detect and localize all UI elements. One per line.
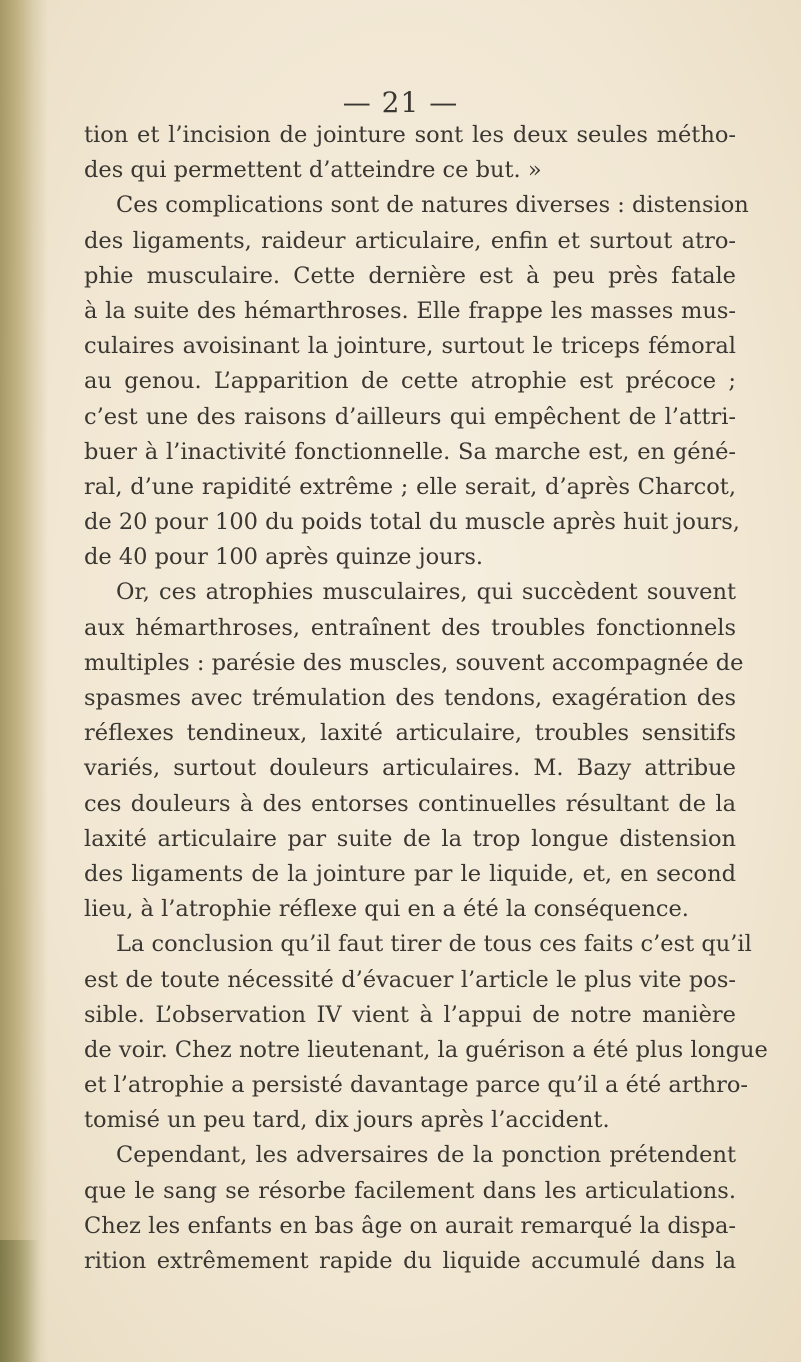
text-line: buer à l’inactivité fonctionnelle. Sa marche est, en géné- (84, 438, 736, 465)
text-line: sible. L’observation IV vient à l’appui de notre manière (84, 1001, 736, 1028)
text-line: de 20 pour 100 du poids total du muscle après huit jours, (84, 509, 740, 536)
text-line: variés, surtout douleurs articulaires. M. Bazy attribue (84, 755, 736, 782)
text-line: tomisé un peu tard, dix jours après l’accident. (84, 1107, 610, 1134)
text-line: et l’atrophie a persisté davantage parce qu’il a été arthro- (84, 1072, 749, 1099)
text-line: que le sang se résorbe facilement dans les articulations. (84, 1177, 736, 1204)
text-line: lieu, à l’atrophie réflexe qui en a été la conséquence. (84, 896, 689, 923)
page-edge-stain (0, 1240, 40, 1362)
text-line: rition extrêmement rapide du liquide accumulé dans la (84, 1248, 736, 1274)
body-text (84, 118, 768, 1279)
text-line: des ligaments de la jointure par le liquide, et, en second (84, 860, 736, 887)
text-line: c’est une des raisons d’ailleurs qui empêchent de l’attri- (84, 403, 736, 430)
page-number: — 21 — (342, 86, 459, 119)
text-line: phie musculaire. Cette dernière est à peu près fatale (84, 262, 736, 289)
text-line: à la suite des hémarthroses. Elle frappe les masses mus- (84, 297, 736, 324)
text-line: tion et l’incision de jointure sont les deux seules métho- (84, 122, 736, 148)
text-line: de voir. Chez notre lieutenant, la guérison a été plus longue (84, 1036, 768, 1063)
page-edge-shadow (0, 0, 48, 1362)
text-line: est de toute nécessité d’évacuer l’article le plus vite pos- (84, 966, 736, 993)
text-line: Cependant, les adversaires de la ponction prétendent (116, 1142, 736, 1169)
text-line: multiples : parésie des muscles, souvent accompagnée de (84, 649, 744, 676)
text-line: spasmes avec trémulation des tendons, exagération des (84, 685, 736, 711)
text-line: ces douleurs à des entorses continuelles résultant de la (84, 790, 736, 817)
text-line: au genou. L’apparition de cette atrophie est précoce ; (84, 368, 736, 395)
text-line: ral, d’une rapidité extrême ; elle serait, d’après Charcot, (84, 473, 736, 500)
text-line: des qui permettent d’atteindre ce but. » (84, 157, 542, 184)
text-line: La conclusion qu’il faut tirer de tous ces faits c’est qu’il (116, 931, 752, 958)
text-line: Ces complications sont de natures diverses : distension (116, 192, 749, 219)
text-line: réflexes tendineux, laxité articulaire, troubles sensitifs (84, 720, 736, 747)
text-line: Or, ces atrophies musculaires, qui succèdent souvent (116, 579, 736, 606)
text-line: de 40 pour 100 après quinze jours. (84, 544, 484, 571)
text-line: des ligaments, raideur articulaire, enfin et surtout atro- (84, 227, 736, 254)
text-line: Chez les enfants en bas âge on aurait remarqué la dispa- (84, 1212, 736, 1239)
text-line: culaires avoisinant la jointure, surtout le triceps fémoral (84, 333, 736, 360)
text-line: aux hémarthroses, entraînent des troubles fonctionnels (84, 614, 736, 641)
text-line: laxité articulaire par suite de la trop longue distension (84, 825, 736, 852)
